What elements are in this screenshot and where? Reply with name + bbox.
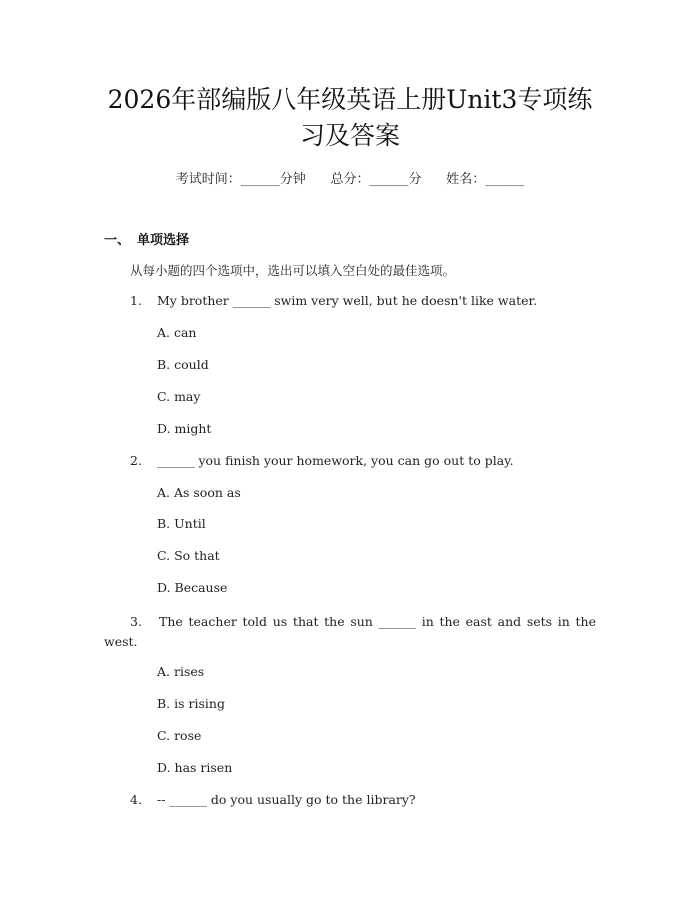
question-block <box>104 612 596 652</box>
option-item: D. has risen <box>157 760 233 775</box>
option-item: B. Until <box>157 516 206 531</box>
option-item: C. rose <box>157 728 202 743</box>
option-item: C. may <box>157 389 201 404</box>
option-item: D. Because <box>157 580 228 595</box>
option-item: B. is rising <box>157 696 225 711</box>
option-item: C. So that <box>157 548 220 563</box>
question-text: My brother ______ swim very well, but he doesn't like water. <box>157 293 538 308</box>
section-number: 一、 <box>104 233 131 248</box>
option-item: A. As soon as <box>157 485 241 500</box>
exam-meta-line: 考试时间：______分钟 总分：______分 姓名：______ <box>175 172 525 187</box>
question-text: The teacher told us that the sun ______ in the east and sets in the west. <box>104 614 596 649</box>
section-heading <box>104 229 189 248</box>
page-title-line2: 习及答案 <box>299 121 400 150</box>
option-item: B. could <box>157 357 209 372</box>
option-item: D. might <box>157 421 212 436</box>
page-title-line1: 2026年部编版八年级英语上册Unit3专项练 <box>107 85 593 114</box>
question-number: 2. <box>130 453 142 468</box>
option-item: A. can <box>157 325 197 340</box>
question-number: 4. <box>130 792 142 807</box>
question-number: 3. <box>130 614 142 629</box>
question-text: ______ you finish your homework, you can go out to play. <box>157 453 514 468</box>
option-item: A. rises <box>157 664 205 679</box>
section-instructions: 从每小题的四个选项中，选出可以填入空白处的最佳选项。 <box>130 263 456 278</box>
question-number: 1. <box>130 293 142 308</box>
section-label: 单项选择 <box>137 233 190 248</box>
question-text: -- ______ do you usually go to the library? <box>157 792 416 807</box>
